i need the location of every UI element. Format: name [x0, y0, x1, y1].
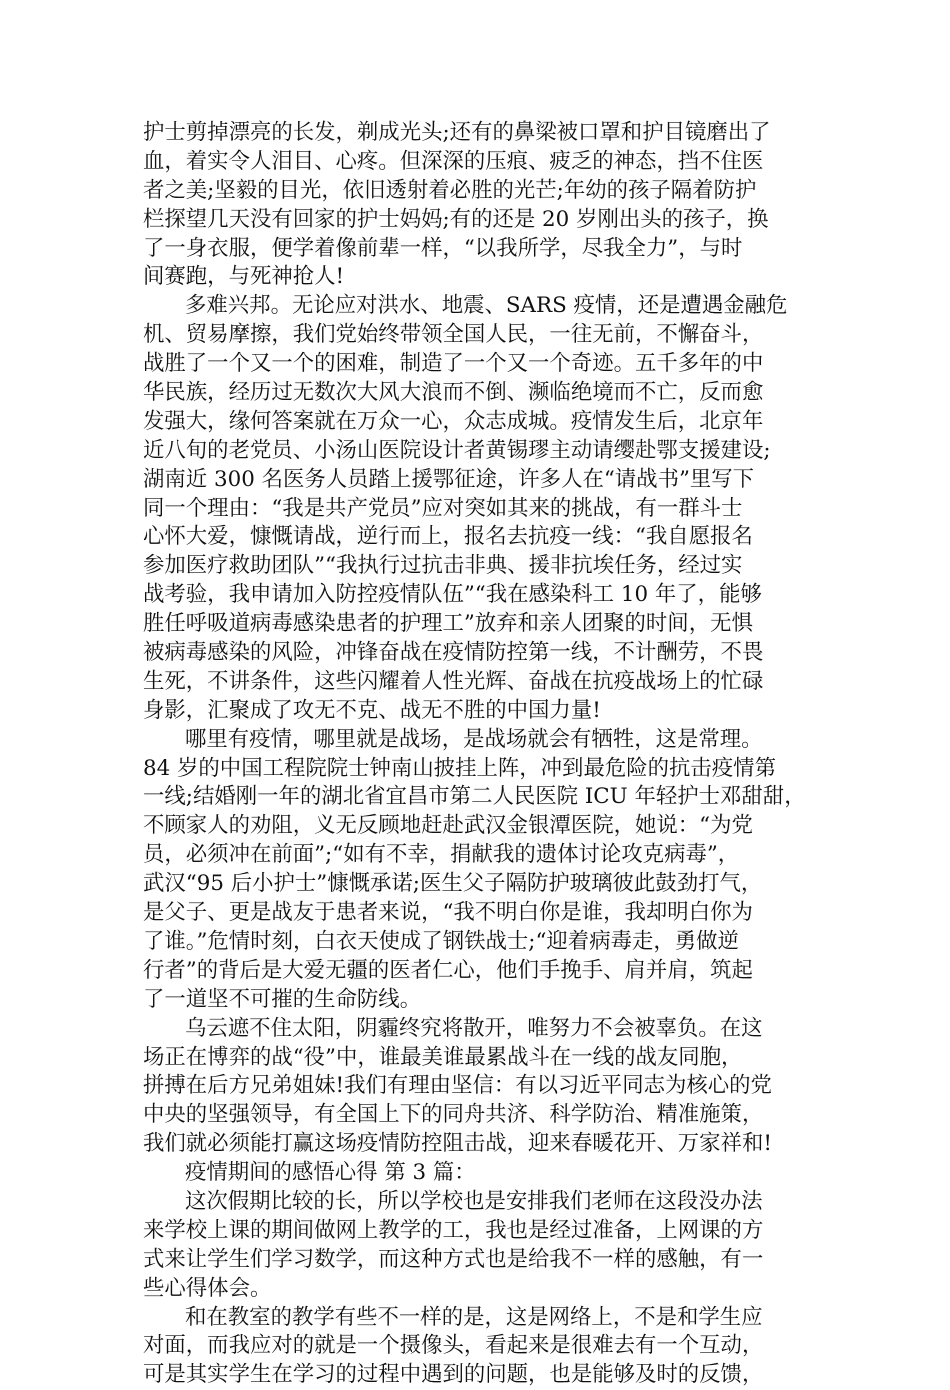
text-line: 了谁。”危情时刻，白衣天使成了钢铁战士;“迎着病毒走，勇做逆: [143, 928, 739, 954]
text-line: 些心得体会。: [143, 1275, 272, 1301]
paragraph: [143, 1188, 825, 1304]
text-line: 间赛跑，与死神抢人!: [143, 264, 345, 290]
text-line: 战考验，我申请加入防控疫情队伍”“我在感染科工 10 年了，能够: [143, 582, 762, 608]
text-line: 乌云遮不住太阳，阴霾终究将散开，唯努力不会被辜负。在这: [185, 1015, 763, 1041]
text-line: 拼搏在后方兄弟姐妹!我们有理由坚信：有以习近平同志为核心的党: [143, 1073, 772, 1099]
text-line: 栏探望几天没有回家的护士妈妈;有的还是 20 岁刚出头的孩子，换: [143, 206, 769, 232]
text-line: 式来让学生们学习数学，而这种方式也是给我不一样的感触，有一: [143, 1246, 764, 1272]
text-line: 场正在博弈的战“役”中，谁最美谁最累战斗在一线的战友同胞，: [143, 1044, 743, 1070]
text-line: 这次假期比较的长，所以学校也是安排我们老师在这段没办法: [185, 1188, 763, 1214]
text-line: 同一个理由：“我是共产党员”应对突如其来的挑战，有一群斗士: [143, 495, 743, 521]
text-line: 机、贸易摩擦，我们党始终带领全国人民，一往无前，不懈奋斗，: [143, 322, 764, 348]
text-line: 和在教室的教学有些不一样的是，这是网络上，不是和学生应: [185, 1304, 763, 1330]
text-line: 胜任呼吸道病毒感染患者的护理工”放弃和亲人团聚的时间，无惧: [143, 611, 753, 637]
text-line: 被病毒感染的风险，冲锋奋战在疫情防控第一线，不计酬劳，不畏: [143, 640, 764, 666]
paragraph: [143, 1015, 825, 1159]
text-line: 行者”的背后是大爱无疆的医者仁心，他们手挽手、肩并肩，筑起: [143, 957, 753, 983]
text-line: 发强大，缘何答案就在万众一心，众志成城。疫情发生后，北京年: [143, 408, 764, 434]
paragraph: [143, 292, 825, 725]
text-line: 身影，汇聚成了攻无不克、战无不胜的中国力量!: [143, 697, 601, 723]
text-line: 湖南近 300 名医务人员踏上援鄂征途，许多人在“请战书”里写下: [143, 466, 755, 492]
text-line: 是父子、更是战友于患者来说，“我不明白你是谁，我却明白你为: [143, 900, 753, 926]
text-line: 近八旬的老党员、小汤山医院设计者黄锡璆主动请缨赴鄂支援建设;: [143, 437, 771, 463]
paragraph: [143, 726, 825, 1015]
text-line: 一线;结婚刚一年的湖北省宜昌市第二人民医院 ICU 年轻护士邓甜甜，: [143, 784, 806, 810]
text-line: 来学校上课的期间做网上教学的工，我也是经过准备，上网课的方: [143, 1217, 764, 1243]
text-line: 者之美;坚毅的目光，依旧透射着必胜的光芒;年幼的孩子隔着防护: [143, 177, 757, 203]
text-line: 我们就必须能打赢这场疫情防控阻击战，迎来春暖花开、万家祥和!: [143, 1131, 772, 1157]
text-line: 中央的坚强领导，有全国上下的同舟共济、科学防治、精准施策，: [143, 1102, 764, 1128]
text-line: 员，必须冲在前面”;“如有不幸，捐献我的遗体讨论攻克病毒”，: [143, 842, 740, 868]
text-line: 哪里有疫情，哪里就是战场，是战场就会有牺牲，这是常理。: [185, 726, 763, 752]
paragraph: [143, 119, 825, 292]
paragraph: [143, 1159, 825, 1188]
text-line: 护士剪掉漂亮的长发，剃成光头;还有的鼻梁被口罩和护目镜磨出了: [143, 120, 771, 145]
text-line: 心怀大爱，慷慨请战，逆行而上，报名去抗疫一线：“我自愿报名: [143, 524, 753, 550]
text-line: 疫情期间的感悟心得 第 3 篇：: [185, 1160, 476, 1186]
text-line: 生死，不讲条件，这些闪耀着人性光辉、奋战在抗疫战场上的忙碌: [143, 668, 764, 694]
text-line: 多难兴邦。无论应对洪水、地震、SARS 疫情，还是遭遇金融危: [185, 293, 788, 319]
text-line: 华民族，经历过无数次大风大浪而不倒、濒临绝境而不亡，反而愈: [143, 380, 764, 406]
text-line: 不顾家人的劝阻，义无反顾地赶赴武汉金银潭医院，她说：“为党: [143, 813, 753, 839]
text-line: 参加医疗救助团队”“我执行过抗击非典、援非抗埃任务，经过实: [143, 553, 743, 579]
document-body: [143, 119, 825, 1390]
paragraph: [143, 1304, 825, 1390]
text-line: 战胜了一个又一个的困难，制造了一个又一个奇迹。五千多年的中: [143, 351, 764, 377]
text-line: 84 岁的中国工程院院士钟南山披挂上阵，冲到最危险的抗击疫情第: [143, 755, 776, 781]
text-line: 对面，而我应对的就是一个摄像头，看起来是很难去有一个互动，: [143, 1333, 764, 1359]
text-line: 可是其实学生在学习的过程中遇到的问题，也是能够及时的反馈，: [143, 1362, 764, 1388]
text-line: 了一身衣服，便学着像前辈一样，“以我所学，尽我全力”，与时: [143, 235, 743, 261]
text-line: 血，着实令人泪目、心疼。但深深的压痕、疲乏的神态，挡不住医: [143, 148, 764, 174]
text-line: 武汉“95 后小护士”慷慨承诺;医生父子隔防护玻璃彼此鼓劲打气，: [143, 871, 763, 897]
text-line: 了一道坚不可摧的生命防线。: [143, 986, 422, 1012]
